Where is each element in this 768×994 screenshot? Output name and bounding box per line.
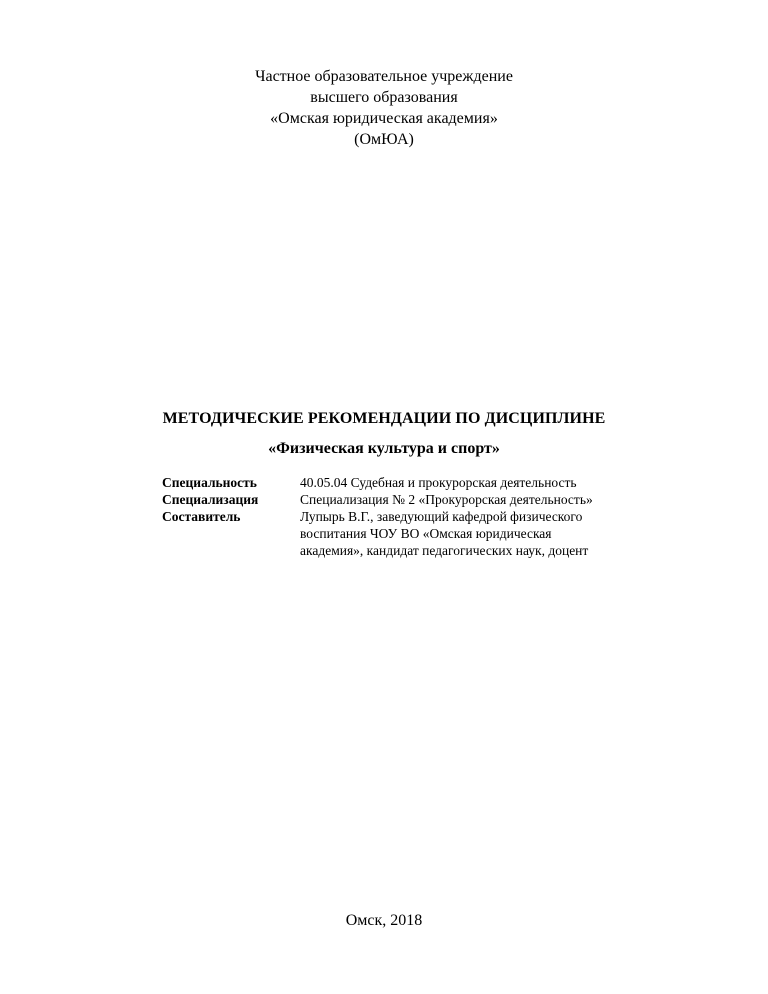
specialty-value: [300, 474, 682, 491]
specialty-label: Специальность: [162, 475, 257, 490]
specialty-text: 40.05.04 Судебная и прокурорская деятельность: [300, 475, 577, 490]
institution-name: «Омская юридическая академия»: [270, 110, 498, 127]
document-details: [162, 474, 682, 559]
author-label: Составитель: [162, 509, 241, 524]
discipline-name: «Физическая культура и спорт»: [268, 440, 500, 457]
author-line: академия», кандидат педагогических наук, доцент: [300, 543, 589, 558]
specialization-value: [300, 491, 682, 508]
author-row: [162, 508, 682, 559]
city-year: Омск, 2018: [345, 912, 423, 929]
institution-abbreviation: (ОмЮА): [354, 131, 414, 148]
author-value: [300, 508, 682, 559]
institution-level: высшего образования: [310, 89, 458, 106]
specialization-text: Специализация № 2 «Прокурорская деятельность»: [300, 492, 593, 507]
document-title: МЕТОДИЧЕСКИЕ РЕКОМЕНДАЦИИ ПО ДИСЦИПЛИНЕ: [162, 410, 606, 427]
author-line: Лупырь В.Г., заведующий кафедрой физического: [300, 509, 583, 524]
specialization-label: Специализация: [162, 492, 259, 507]
institution-header: [0, 66, 768, 150]
author-line: воспитания ЧОУ ВО «Омская юридическая: [300, 526, 552, 541]
specialization-row: [162, 491, 682, 508]
specialty-row: [162, 474, 682, 491]
institution-type: Частное образовательное учреждение: [255, 68, 513, 85]
